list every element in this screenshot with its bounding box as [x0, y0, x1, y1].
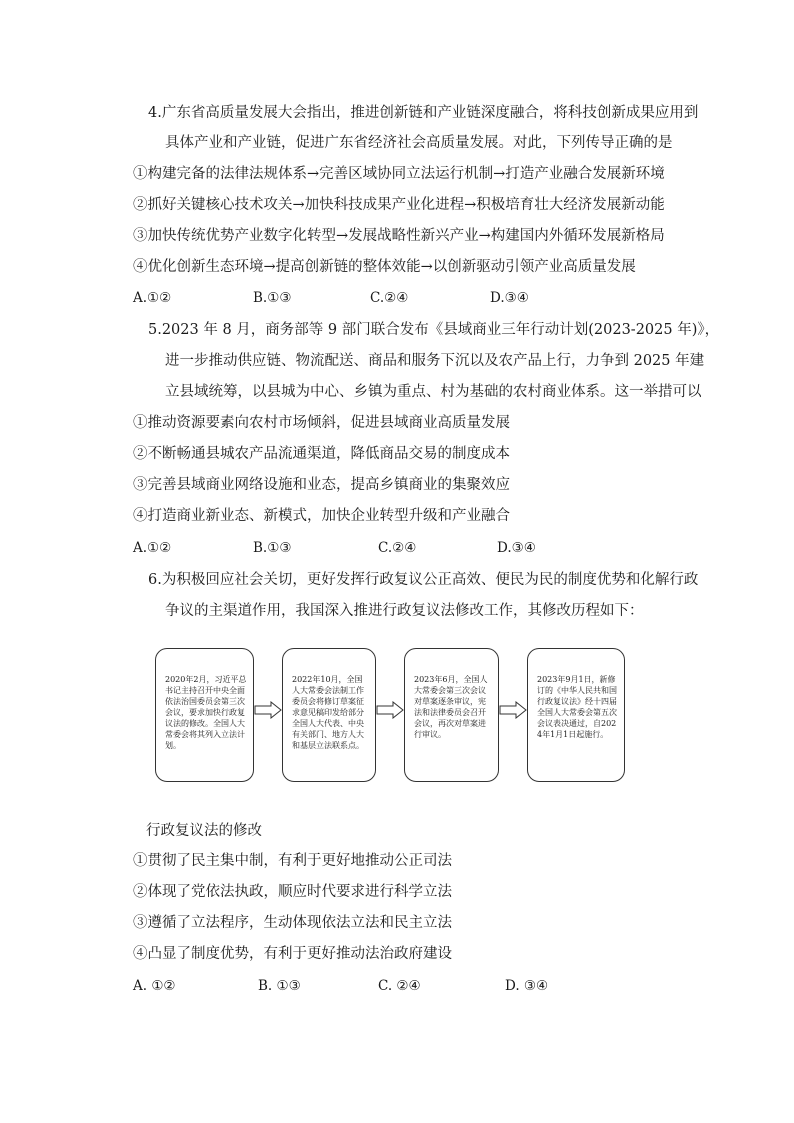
q6-option-b[interactable]: B. ①③ [258, 978, 301, 994]
q4-item-1: ①构建完备的法律法规体系→完善区域协同立法运行机制→打造产业融合发展新环境 [133, 166, 665, 182]
flow-step-4: 2023年9月1日，新修订的《中华人民共和国行政复议法》经十四届全国人大常委会第五次会议表决通过，自2024年1月1日起施行。 [527, 648, 625, 782]
q6-lead: 行政复议法的修改 [146, 823, 262, 839]
q5-stem-line-1: 5.2023 年 8 月，商务部等 9 部门联合发布《县域商业三年行动计划(2023-2025 年)》， [148, 322, 720, 338]
flow-arrow-1-icon [254, 701, 282, 719]
flow-arrow-3-icon [499, 701, 527, 719]
flow-arrow-2-icon [376, 701, 404, 719]
q5-item-2: ②不断畅通县城农产品流通渠道，降低商品交易的制度成本 [133, 446, 510, 462]
flow-step-3: 2023年6月，全国人大常委会第三次会议对草案逐条审议，宪法和法律委员会召开会议，再次对草案进行审议。 [404, 648, 499, 782]
flow-step-1: 2020年2月，习近平总书记主持召开中央全面依法治国委员会第三次会议，要求加快行政复议法的修改。全国人大常委会将其列入立法计划。 [155, 648, 254, 782]
q5-item-3: ③完善县域商业网络设施和业态，提高乡镇商业的集聚效应 [133, 477, 510, 493]
q4-item-2: ②抓好关键核心技术攻关→加快科技成果产业化进程→积极培育壮大经济发展新动能 [133, 197, 665, 213]
q4-stem-line-2: 具体产业和产业链，促进广东省经济社会高质量发展。对此，下列传导正确的是 [165, 135, 673, 151]
q6-option-a[interactable]: A. ①② [133, 978, 176, 994]
q6-item-3: ③遵循了立法程序，生动体现依法立法和民主立法 [133, 915, 452, 931]
q4-option-c[interactable]: C.②④ [370, 290, 409, 306]
q4-option-b[interactable]: B.①③ [253, 290, 292, 306]
q6-stem-line-2: 争议的主渠道作用，我国深入推进行政复议法修改工作，其修改历程如下： [165, 603, 644, 619]
q4-stem-line-1: 4.广东省高质量发展大会指出，推进创新链和产业链深度融合，将科技创新成果应用到 [148, 105, 699, 121]
q5-item-1: ①推动资源要素向农村市场倾斜，促进县域商业高质量发展 [133, 415, 510, 431]
q6-item-2: ②体现了党依法执政，顺应时代要求进行科学立法 [133, 884, 452, 900]
q5-item-4: ④打造商业新业态、新模式，加快企业转型升级和产业融合 [133, 508, 510, 524]
q5-stem-line-3: 立县域统筹，以县城为中心、乡镇为重点、村为基础的农村商业体系。这一举措可以 [165, 384, 702, 400]
revision-flowchart [155, 648, 627, 786]
q5-option-c[interactable]: C.②④ [378, 540, 417, 556]
q5-option-a[interactable]: A.①② [133, 540, 172, 556]
q6-option-c[interactable]: C. ②④ [378, 978, 421, 994]
q4-option-a[interactable]: A.①② [133, 290, 172, 306]
q5-stem-line-2: 进一步推动供应链、物流配送、商品和服务下沉以及农产品上行，力争到 2025 年建 [165, 353, 705, 369]
q4-item-3: ③加快传统优势产业数字化转型→发展战略性新兴产业→构建国内外循环发展新格局 [133, 228, 665, 244]
q5-option-d[interactable]: D.③④ [497, 540, 536, 556]
q6-option-d[interactable]: D. ③④ [505, 978, 549, 994]
q4-item-4: ④优化创新生态环境→提高创新链的整体效能→以创新驱动引领产业高质量发展 [133, 259, 636, 275]
q6-item-4: ④凸显了制度优势，有利于更好推动法治政府建设 [133, 946, 452, 962]
q6-item-1: ①贯彻了民主集中制，有利于更好地推动公正司法 [133, 853, 452, 869]
flow-step-2: 2022年10月，全国人大常委会法制工作委员会将修订草案征求意见稿印发给部分全国人大代表、中央有关部门、地方人大和基层立法联系点。 [282, 648, 376, 782]
q6-stem-line-1: 6.为积极回应社会关切，更好发挥行政复议公正高效、便民为民的制度优势和化解行政 [148, 572, 699, 588]
q5-option-b[interactable]: B.①③ [253, 540, 292, 556]
q4-option-d[interactable]: D.③④ [490, 290, 529, 306]
